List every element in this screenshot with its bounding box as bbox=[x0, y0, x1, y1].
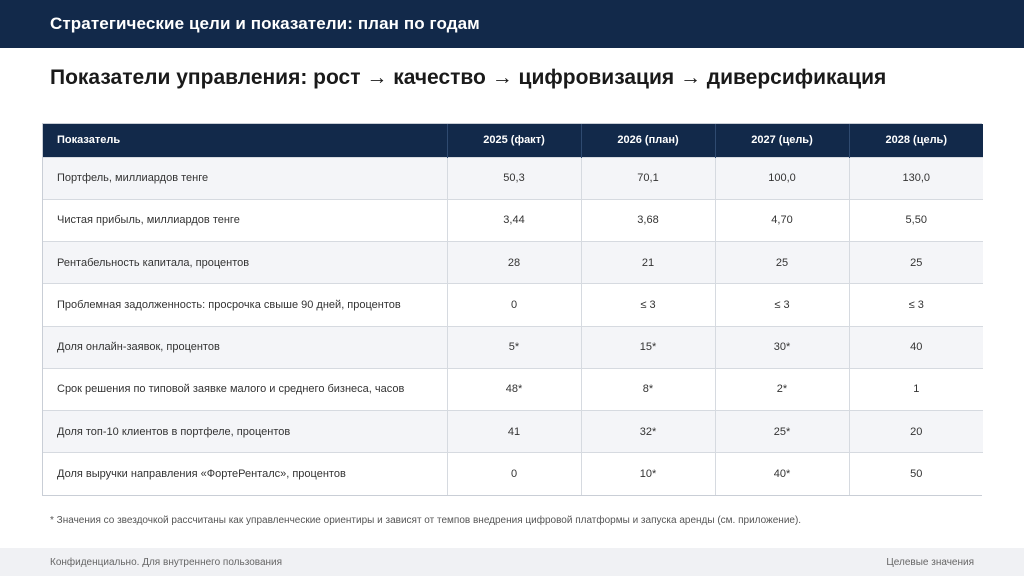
indicators-table bbox=[42, 123, 982, 496]
slide-title: Стратегические цели и показатели: план по годам bbox=[50, 14, 480, 33]
cell-2025: 48* bbox=[447, 368, 581, 410]
table-header-row bbox=[43, 124, 983, 157]
footnote: * Значения со звездочкой рассчитаны как управленческие ориентиры и зависят от темпов внедрения цифровой платформы и запуска аренды (см. приложение). bbox=[50, 515, 802, 526]
column-header-2027: 2027 (цель) bbox=[715, 124, 849, 157]
cell-2027: 2* bbox=[715, 368, 849, 410]
cell-2025: 5* bbox=[447, 326, 581, 368]
column-header-indicator: Показатель bbox=[43, 124, 447, 157]
cell-2025: 0 bbox=[447, 453, 581, 495]
cell-2026: 3,68 bbox=[581, 199, 715, 241]
footer-confidential: Конфиденциально. Для внутреннего пользования bbox=[50, 556, 283, 568]
cell-2028: 1 bbox=[849, 368, 983, 410]
section-heading: Показатели управления: рост → качество → цифровизация → диверсификация bbox=[50, 66, 887, 89]
row-label: Рентабельность капитала, процентов bbox=[43, 242, 447, 284]
table-row bbox=[43, 411, 983, 453]
cell-2028: ≤ 3 bbox=[849, 284, 983, 326]
cell-2025: 28 bbox=[447, 242, 581, 284]
table-row bbox=[43, 157, 983, 199]
cell-2028: 40 bbox=[849, 326, 983, 368]
cell-2026: 15* bbox=[581, 326, 715, 368]
cell-2026: 8* bbox=[581, 368, 715, 410]
column-header-2026: 2026 (план) bbox=[581, 124, 715, 157]
cell-2025: 3,44 bbox=[447, 199, 581, 241]
cell-2027: 30* bbox=[715, 326, 849, 368]
table-row bbox=[43, 326, 983, 368]
row-label: Доля онлайн-заявок, процентов bbox=[43, 326, 447, 368]
cell-2028: 50 bbox=[849, 453, 983, 495]
top-bar bbox=[0, 0, 1024, 48]
cell-2025: 50,3 bbox=[447, 157, 581, 199]
indicators-table-grid bbox=[43, 124, 983, 495]
cell-2028: 25 bbox=[849, 242, 983, 284]
row-label: Доля топ-10 клиентов в портфеле, процентов bbox=[43, 411, 447, 453]
row-label: Доля выручки направления «ФортеРенталс», процентов bbox=[43, 453, 447, 495]
cell-2025: 0 bbox=[447, 284, 581, 326]
cell-2027: 4,70 bbox=[715, 199, 849, 241]
cell-2026: ≤ 3 bbox=[581, 284, 715, 326]
cell-2027: 40* bbox=[715, 453, 849, 495]
cell-2027: ≤ 3 bbox=[715, 284, 849, 326]
cell-2027: 25* bbox=[715, 411, 849, 453]
cell-2028: 20 bbox=[849, 411, 983, 453]
row-label: Портфель, миллиардов тенге bbox=[43, 157, 447, 199]
table-row bbox=[43, 242, 983, 284]
cell-2027: 25 bbox=[715, 242, 849, 284]
column-header-2025: 2025 (факт) bbox=[447, 124, 581, 157]
table-row bbox=[43, 453, 983, 495]
cell-2026: 70,1 bbox=[581, 157, 715, 199]
cell-2026: 32* bbox=[581, 411, 715, 453]
cell-2028: 5,50 bbox=[849, 199, 983, 241]
row-label: Проблемная задолженность: просрочка свыше 90 дней, процентов bbox=[43, 284, 447, 326]
cell-2027: 100,0 bbox=[715, 157, 849, 199]
row-label: Срок решения по типовой заявке малого и среднего бизнеса, часов bbox=[43, 368, 447, 410]
footer-bar bbox=[0, 548, 1024, 576]
row-label: Чистая прибыль, миллиардов тенге bbox=[43, 199, 447, 241]
cell-2025: 41 bbox=[447, 411, 581, 453]
table-row bbox=[43, 368, 983, 410]
cell-2026: 21 bbox=[581, 242, 715, 284]
cell-2026: 10* bbox=[581, 453, 715, 495]
column-header-2028: 2028 (цель) bbox=[849, 124, 983, 157]
table-row bbox=[43, 284, 983, 326]
table-row bbox=[43, 199, 983, 241]
footer-section-label: Целевые значения bbox=[886, 556, 974, 568]
cell-2028: 130,0 bbox=[849, 157, 983, 199]
